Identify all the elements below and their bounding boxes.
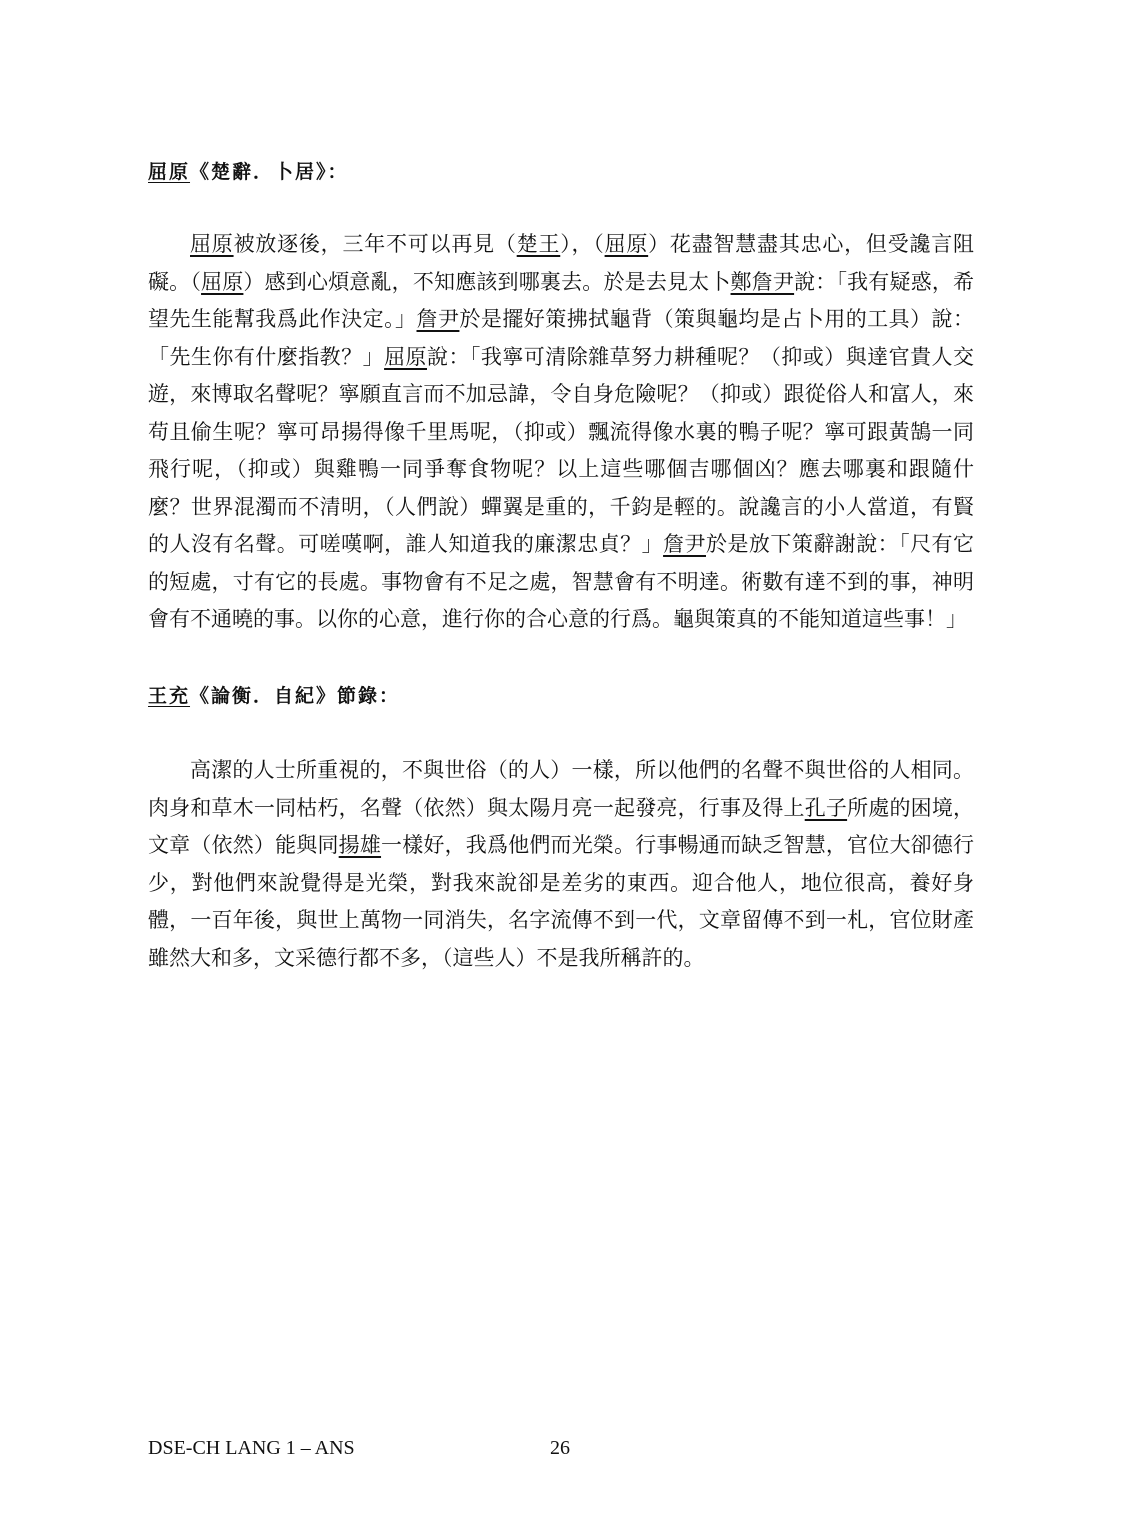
text-segment: 一樣好，我爲他們而光榮。行事暢通而缺乏智慧，官位大卻德行少，對他們來說覺得是光榮，對我來說卻是差劣的東西。迎合他人，地位很高，養好身體，一百年後，與世上萬物一同消失，名字流傳不到一代，文章留傳不到一札，官位財產雖然大和多，文采德行都不多，（這些人）不是我所稱許的。 <box>148 833 975 970</box>
proper-name: 揚雄 <box>338 833 382 857</box>
proper-name: 鄭詹尹 <box>730 269 795 294</box>
text-segment: ）花盡智慧盡其忠心，但受讒言阻礙。（ <box>148 232 975 294</box>
proper-name: 屈原 <box>201 269 244 294</box>
text-segment: 說：「我有疑惑，希望先生能幫我爲此作決定。」 <box>148 269 975 331</box>
footer-exam-code: DSE-CH LANG 1 – ANS <box>148 1437 355 1459</box>
title-author: 屈原 <box>148 161 191 183</box>
paragraph-quyuan-translation <box>148 226 974 639</box>
text-segment: 於是放下策辭謝說：「尺有它的短處，寸有它的長處。事物會有不足之處，智慧會有不明達。術數有達不到的事，神明會有不通曉的事。以你的心意，進行你的合心意的行爲。龜與策真的不能知道這些事！」 <box>148 532 975 631</box>
section-title-quyuan <box>148 157 349 184</box>
footer-page-number: 26 <box>550 1437 570 1459</box>
text-segment: 於是擺好策拂拭龜背（策與龜均是占卜用的工具）說：「先生你有什麼指教？」 <box>148 307 975 369</box>
paragraph-wangchong-translation <box>148 752 974 977</box>
text-segment: ），（ <box>560 232 605 256</box>
text-segment: ）感到心煩意亂，不知應該到哪裏去。於是去見太卜 <box>243 269 731 294</box>
proper-name: 屈原 <box>190 232 234 256</box>
text-segment: 高潔的人士所重視的，不與世俗（的人）一樣，所以他們的名聲不與世俗的人相同。肉身和草木一同枯朽，名聲（依然）與太陽月亮一起發亮，行事及得上 <box>148 758 974 820</box>
proper-name: 屈原 <box>384 344 427 369</box>
proper-name: 詹尹 <box>663 532 706 556</box>
proper-name: 楚王 <box>516 232 561 256</box>
proper-name: 孔子 <box>804 795 848 820</box>
title-work: 《論衡．自紀》節錄： <box>190 685 401 707</box>
text-segment: 所處的困境，文章（依然）能與同 <box>148 795 975 857</box>
text-segment: 被放逐後，三年不可以再見（ <box>233 232 517 256</box>
proper-name: 屈原 <box>604 232 649 256</box>
text-segment: 說：「我寧可清除雜草努力耕種呢？（抑或）與達官貴人交遊，來博取名聲呢？寧願直言而不加忌諱，令自身危險呢？（抑或）跟從俗人和富人，來苟且偷生呢？寧可昂揚得像千里馬呢，（抑或）飄流得像水裏的鴨子呢？寧可跟黃鵠一同飛行呢，（抑或）與雞鴨一同爭奪食物呢？以上這些哪個吉哪個凶？應去哪裏和跟隨什麼？世界混濁而不清明，（人們說）蟬翼是重的，千鈞是輕的。說讒言的小人當道，有賢的人沒有名聲。可嗟嘆啊，誰人知道我的廉潔忠貞？」 <box>148 344 975 556</box>
title-work: 《楚辭．卜居》： <box>190 161 349 183</box>
section-title-wangchong <box>148 681 400 708</box>
proper-name: 詹尹 <box>416 307 460 331</box>
title-author: 王充 <box>148 685 191 707</box>
